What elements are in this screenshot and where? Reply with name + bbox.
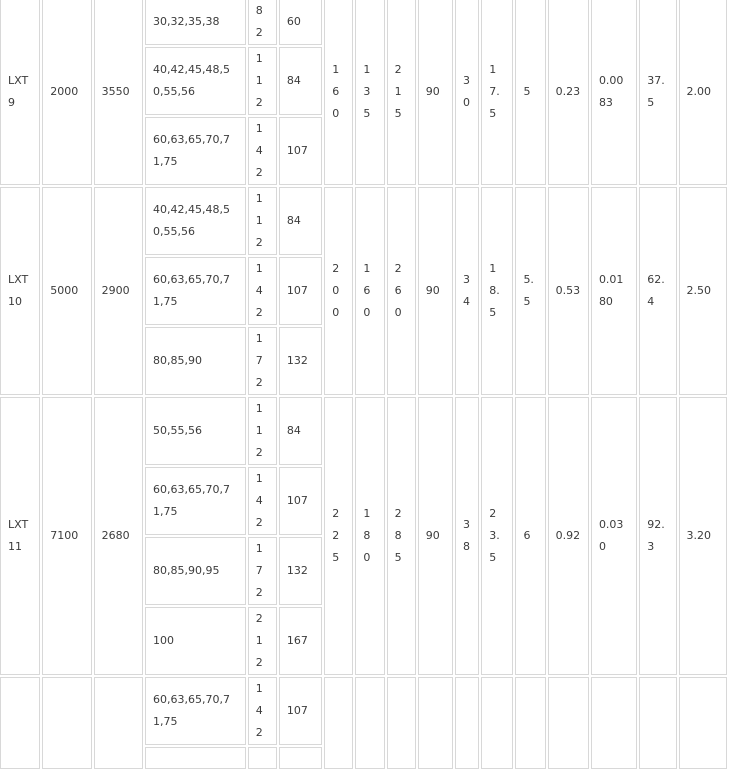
spec-d1-cell: 135 xyxy=(355,0,384,185)
length-l2-cell: 107 xyxy=(279,257,322,325)
bore-cell: 30,32,35,38 xyxy=(145,0,246,45)
spec-d1-cell xyxy=(355,677,384,769)
length-l1-cell: 82 xyxy=(248,0,277,45)
torque-cell: 5000 xyxy=(42,187,91,395)
spec-b-cell xyxy=(418,677,453,769)
speed-cell xyxy=(94,677,143,769)
bore-cell: 40,42,45,48,50,55,56 xyxy=(145,47,246,115)
spec-b-cell: 90 xyxy=(418,0,453,185)
spec-weight-cell: 5 xyxy=(515,0,545,185)
bore-cell: 100 xyxy=(145,607,246,675)
length-l1-cell: 172 xyxy=(248,537,277,605)
length-l2-cell: 167 xyxy=(279,607,322,675)
length-l1-cell: 112 xyxy=(248,397,277,465)
torque-cell: 2000 xyxy=(42,0,91,185)
length-l1-cell: 142 xyxy=(248,117,277,185)
spec-b-cell: 90 xyxy=(418,187,453,395)
spec-d2-cell: 285 xyxy=(387,397,416,675)
spec-x1-cell: 0.0083 xyxy=(591,0,637,185)
spec-weight-cell: 6 xyxy=(515,397,545,675)
length-l1-cell: 172 xyxy=(248,327,277,395)
length-l2-cell: 107 xyxy=(279,117,322,185)
model-cell: LXT10 xyxy=(0,187,40,395)
spec-c-cell: 18.5 xyxy=(481,187,513,395)
spec-s-cell: 34 xyxy=(455,187,479,395)
spec-x1-cell: 0.0180 xyxy=(591,187,637,395)
spec-x2-cell: 92.3 xyxy=(639,397,676,675)
bore-cell: 60,63,65,70,71,75 xyxy=(145,677,246,745)
torque-cell: 7100 xyxy=(42,397,91,675)
model-cell: LXT9 xyxy=(0,0,40,185)
length-l2-cell: 84 xyxy=(279,397,322,465)
bore-cell: 60,63,65,70,71,75 xyxy=(145,467,246,535)
spec-d1-cell: 160 xyxy=(355,187,384,395)
spec-x3-cell xyxy=(679,677,727,769)
spec-x3-cell: 2.50 xyxy=(679,187,727,395)
bore-cell: 50,55,56 xyxy=(145,397,246,465)
spec-inertia-cell: 0.92 xyxy=(548,397,589,675)
spec-x3-cell: 3.20 xyxy=(679,397,727,675)
spec-weight-cell xyxy=(515,677,545,769)
spec-b-cell: 90 xyxy=(418,397,453,675)
model-cell: LXT11 xyxy=(0,397,40,675)
spec-d-cell: 200 xyxy=(324,187,353,395)
length-l2-cell xyxy=(279,747,322,769)
speed-cell: 2680 xyxy=(94,397,143,675)
spec-inertia-cell: 0.23 xyxy=(548,0,589,185)
bore-cell: 80,85,90,95 xyxy=(145,537,246,605)
spec-d1-cell: 180 xyxy=(355,397,384,675)
length-l2-cell: 132 xyxy=(279,537,322,605)
length-l1-cell: 112 xyxy=(248,187,277,255)
length-l1-cell xyxy=(248,747,277,769)
length-l1-cell: 142 xyxy=(248,677,277,745)
spec-c-cell: 17.5 xyxy=(481,0,513,185)
speed-cell: 2900 xyxy=(94,187,143,395)
length-l1-cell: 112 xyxy=(248,47,277,115)
table-row xyxy=(0,677,727,745)
length-l2-cell: 84 xyxy=(279,47,322,115)
spec-x1-cell: 0.030 xyxy=(591,397,637,675)
model-cell xyxy=(0,677,40,769)
bore-cell xyxy=(145,747,246,769)
bore-cell: 60,63,65,70,71,75 xyxy=(145,257,246,325)
spec-inertia-cell xyxy=(548,677,589,769)
length-l2-cell: 84 xyxy=(279,187,322,255)
length-l1-cell: 212 xyxy=(248,607,277,675)
spec-x1-cell xyxy=(591,677,637,769)
torque-cell xyxy=(42,677,91,769)
length-l2-cell: 132 xyxy=(279,327,322,395)
table-row xyxy=(0,0,727,45)
spec-c-cell xyxy=(481,677,513,769)
length-l1-cell: 142 xyxy=(248,257,277,325)
spec-x2-cell: 37.5 xyxy=(639,0,676,185)
spec-d2-cell: 215 xyxy=(387,0,416,185)
length-l1-cell: 142 xyxy=(248,467,277,535)
spec-d-cell: 160 xyxy=(324,0,353,185)
spec-x2-cell: 62.4 xyxy=(639,187,676,395)
table-row xyxy=(0,187,727,255)
spec-d2-cell: 260 xyxy=(387,187,416,395)
spec-s-cell: 30 xyxy=(455,0,479,185)
length-l2-cell: 107 xyxy=(279,677,322,745)
spec-d-cell xyxy=(324,677,353,769)
length-l2-cell: 107 xyxy=(279,467,322,535)
spec-c-cell: 23.5 xyxy=(481,397,513,675)
spec-inertia-cell: 0.53 xyxy=(548,187,589,395)
spec-weight-cell: 5.5 xyxy=(515,187,545,395)
bore-cell: 60,63,65,70,71,75 xyxy=(145,117,246,185)
spec-x2-cell xyxy=(639,677,676,769)
spec-s-cell xyxy=(455,677,479,769)
length-l2-cell: 60 xyxy=(279,0,322,45)
bore-cell: 80,85,90 xyxy=(145,327,246,395)
spec-s-cell: 38 xyxy=(455,397,479,675)
table-row xyxy=(0,397,727,465)
spec-d2-cell xyxy=(387,677,416,769)
bore-cell: 40,42,45,48,50,55,56 xyxy=(145,187,246,255)
spec-d-cell: 225 xyxy=(324,397,353,675)
spec-x3-cell: 2.00 xyxy=(679,0,727,185)
speed-cell: 3550 xyxy=(94,0,143,185)
